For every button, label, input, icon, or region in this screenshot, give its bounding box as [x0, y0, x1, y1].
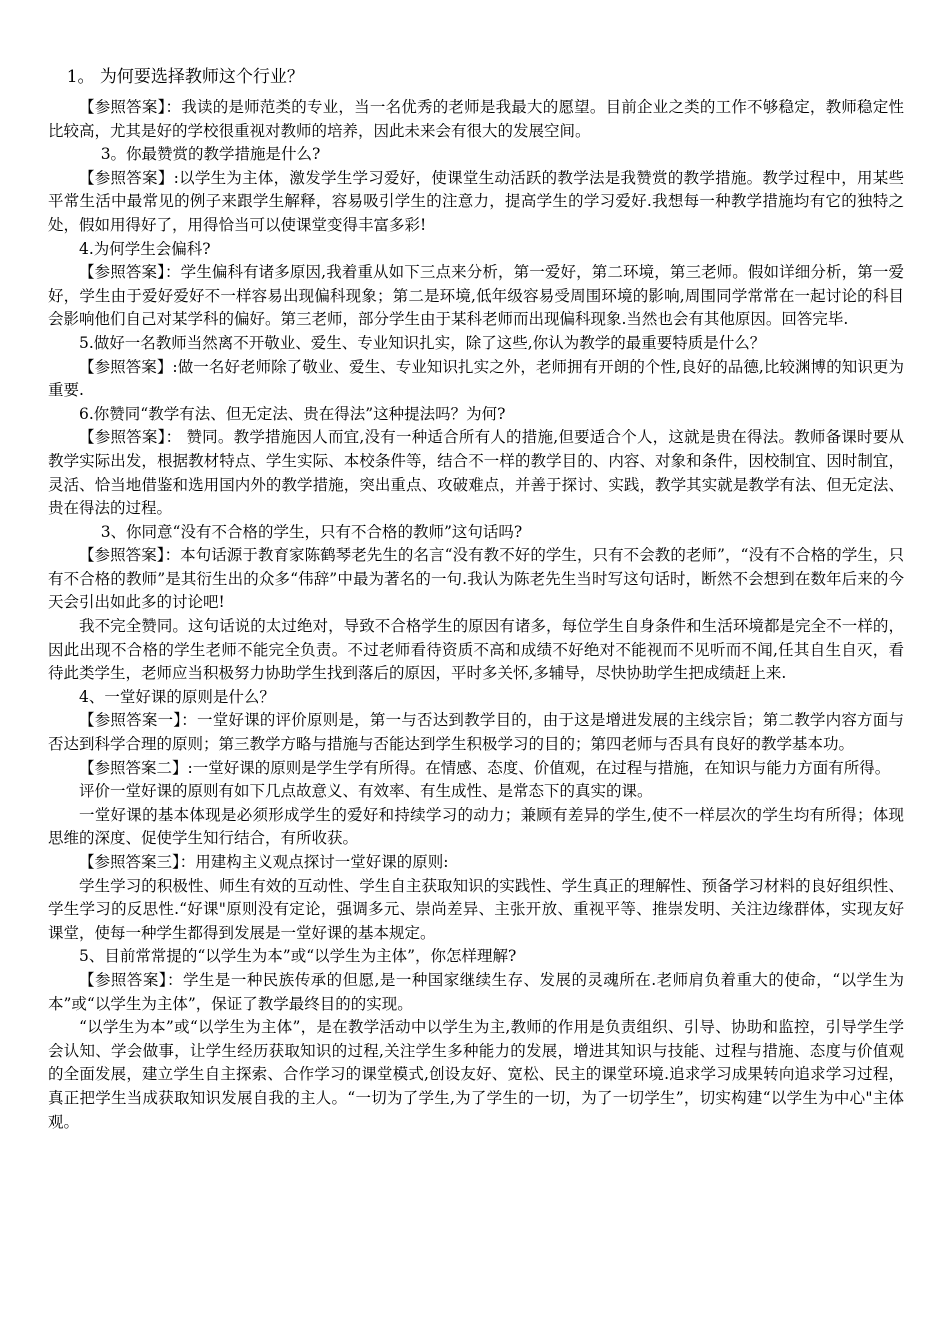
answer-paragraph: 【参照答案】：本句话源于教育家陈鹤琴老先生的名言“没有教不好的学生，只有不会教的老师”，“没有不合格的学生，只有不合格的教师”是其衍生出的众多“伟辞”中最为著名的一句.我认为陈老先生当时写这句话时，断然不会想到在数年后来的今天会引出如此多的讨论吧!	[48, 546, 904, 612]
question-heading: 5、目前常常提的“以学生为本”或“以学生为主体”，你怎样理解?	[79, 947, 517, 966]
question-heading: 4.为何学生会偏科?	[79, 239, 211, 258]
answer-paragraph: 【参照答案一】：一堂好课的评价原则是，第一与否达到教学目的，由于这是增进发展的主线宗旨；第二教学内容方面与否达到科学合理的原则；第三教学方略与措施与否能达到学生积极学习的目的；第四老师与否具有良好的教学基本功。	[48, 711, 904, 754]
question-heading: 6.你赞同“教学有法、但无定法、贵在得法”这种提法吗？为何?	[79, 404, 506, 423]
question-heading: 3、你同意“没有不合格的学生，只有不合格的教师”这句话吗?	[100, 522, 523, 541]
answer-paragraph: 【参照答案】:做一名好老师除了敬业、爱生、专业知识扎实之外，老师拥有开朗的个性,良好的品德,比较渊博的知识更为重要.	[48, 357, 904, 400]
answer-paragraph: 【参照答案二】:一堂好课的原则是学生学有所得。在情感、态度、价值观，在过程与措施，在知识与能力方面有所得。	[79, 758, 891, 777]
answer-paragraph: 学生学习的积极性、师生有效的互动性、学生自主获取知识的实践性、学生真正的理解性、预备学习材料的良好组织性、学生学习的反思性.“好课"原则没有定论，强调多元、崇尚差异、主张开放、重视平等、推崇发明、关注边缘群体，实现友好课堂，使每一种学生都得到发展是一堂好课的基本规定。	[48, 876, 904, 942]
document-body	[48, 62, 904, 1134]
answer-paragraph: 【参照答案】：我读的是师范类的专业，当一名优秀的老师是我最大的愿望。目前企业之类的工作不够稳定，教师稳定性比较高，尤其是好的学校很重视对教师的培养，因此未来会有很大的发展空间。	[48, 98, 904, 140]
answer-paragraph: 【参照答案】:以学生为主体，激发学生学习爱好，使课堂生动活跃的教学法是我赞赏的教学措施。教学过程中，用某些平常生活中最常见的例子来跟学生解释，容易吸引学生的注意力，提高学生的学习爱好.我想每一种教学措施均有它的独特之处，假如用得好了，用得恰当可以使课堂变得丰富多彩!	[48, 168, 904, 234]
answer-paragraph: 【参照答案】：学生是一种民族传承的但愿,是一种国家继续生存、发展的灵魂所在.老师肩负着重大的使命，“以学生为本”或“以学生为主体”，保证了教学最终目的的实现。	[48, 970, 904, 1013]
question-heading: 4、一堂好课的原则是什么？	[79, 687, 275, 706]
answer-paragraph: 评价一堂好课的原则有如下几点故意义、有效率、有生成性、是常态下的真实的课。	[79, 782, 653, 801]
answer-paragraph: 【参照答案】： 赞同。教学措施因人而宜,没有一种适合所有人的措施,但要适合个人，这就是贵在得法。教师备课时要从教学实际出发，根据教材特点、学生实际、本校条件等，结合不一样的教学目的、内容、对象和条件，因校制宜、因时制宜，灵活、恰当地借鉴和选用国内外的教学措施，突出重点、攻破难点，并善于探讨、实践，教学其实就是教学有法、但无定法、贵在得法的过程。	[48, 428, 904, 518]
question-title: 1。 为何要选择教师这个行业？	[66, 67, 304, 87]
answer-paragraph: 我不完全赞同。这句话说的太过绝对，导致不合格学生的原因有诸多，每位学生自身条件和生活环境都是完全不一样的，因此出现不合格的学生老师不能完全负责。不过老师看待资质不高和成绩不好绝对不能视而不见听而不闻,任其自生自灭，看待此类学生，老师应当积极努力协助学生找到落后的原因，平时多关怀,多辅导，尽快协助学生把成绩赶上来.	[48, 617, 904, 683]
question-heading: 3。你最赞赏的教学措施是什么?	[100, 145, 321, 164]
answer-paragraph: 【参照答案三】：用建构主义观点探讨一堂好课的原则:	[79, 853, 449, 871]
question-heading: 5.做好一名教师当然离不开敬业、爱生、专业知识扎实，除了这些,你认为教学的最重要特质是什么？	[79, 333, 766, 352]
answer-paragraph: “以学生为本”或“以学生为主体”，是在教学活动中以学生为主,教师的作用是负责组织、引导、协助和监控，引导学生学会认知、学会做事，让学生经历获取知识的过程,关注学生多种能力的发展，增进其知识与技能、过程与措施、态度与价值观的全面发展，建立学生自主探索、合作学习的课堂模式,创设友好、宽松、民主的课堂环境.追求学习成果转向追求学习过程，真正把学生当成获取知识发展自我的主人。“一切为了学生,为了学生的一切，为了一切学生”，切实构建“以学生为中心"主体观。	[48, 1018, 904, 1131]
answer-paragraph: 一堂好课的基本体现是必须形成学生的爱好和持续学习的动力；兼顾有差异的学生,使不一样层次的学生均有所得；体现思维的深度、促使学生知行结合，有所收获。	[48, 805, 904, 848]
answer-paragraph: 【参照答案】：学生偏科有诸多原因,我着重从如下三点来分析，第一爱好，第二环境，第三老师。假如详细分析，第一爱好，学生由于爱好爱好不一样容易出现偏科现象；第二是环境,低年级容易受周围环境的影响,周围同学常常在一起讨论的科目会影响他们自己对某学科的偏好。第三老师，部分学生由于某科老师而出现偏科现象.当然也会有其他原因。回答完毕.	[48, 263, 904, 329]
